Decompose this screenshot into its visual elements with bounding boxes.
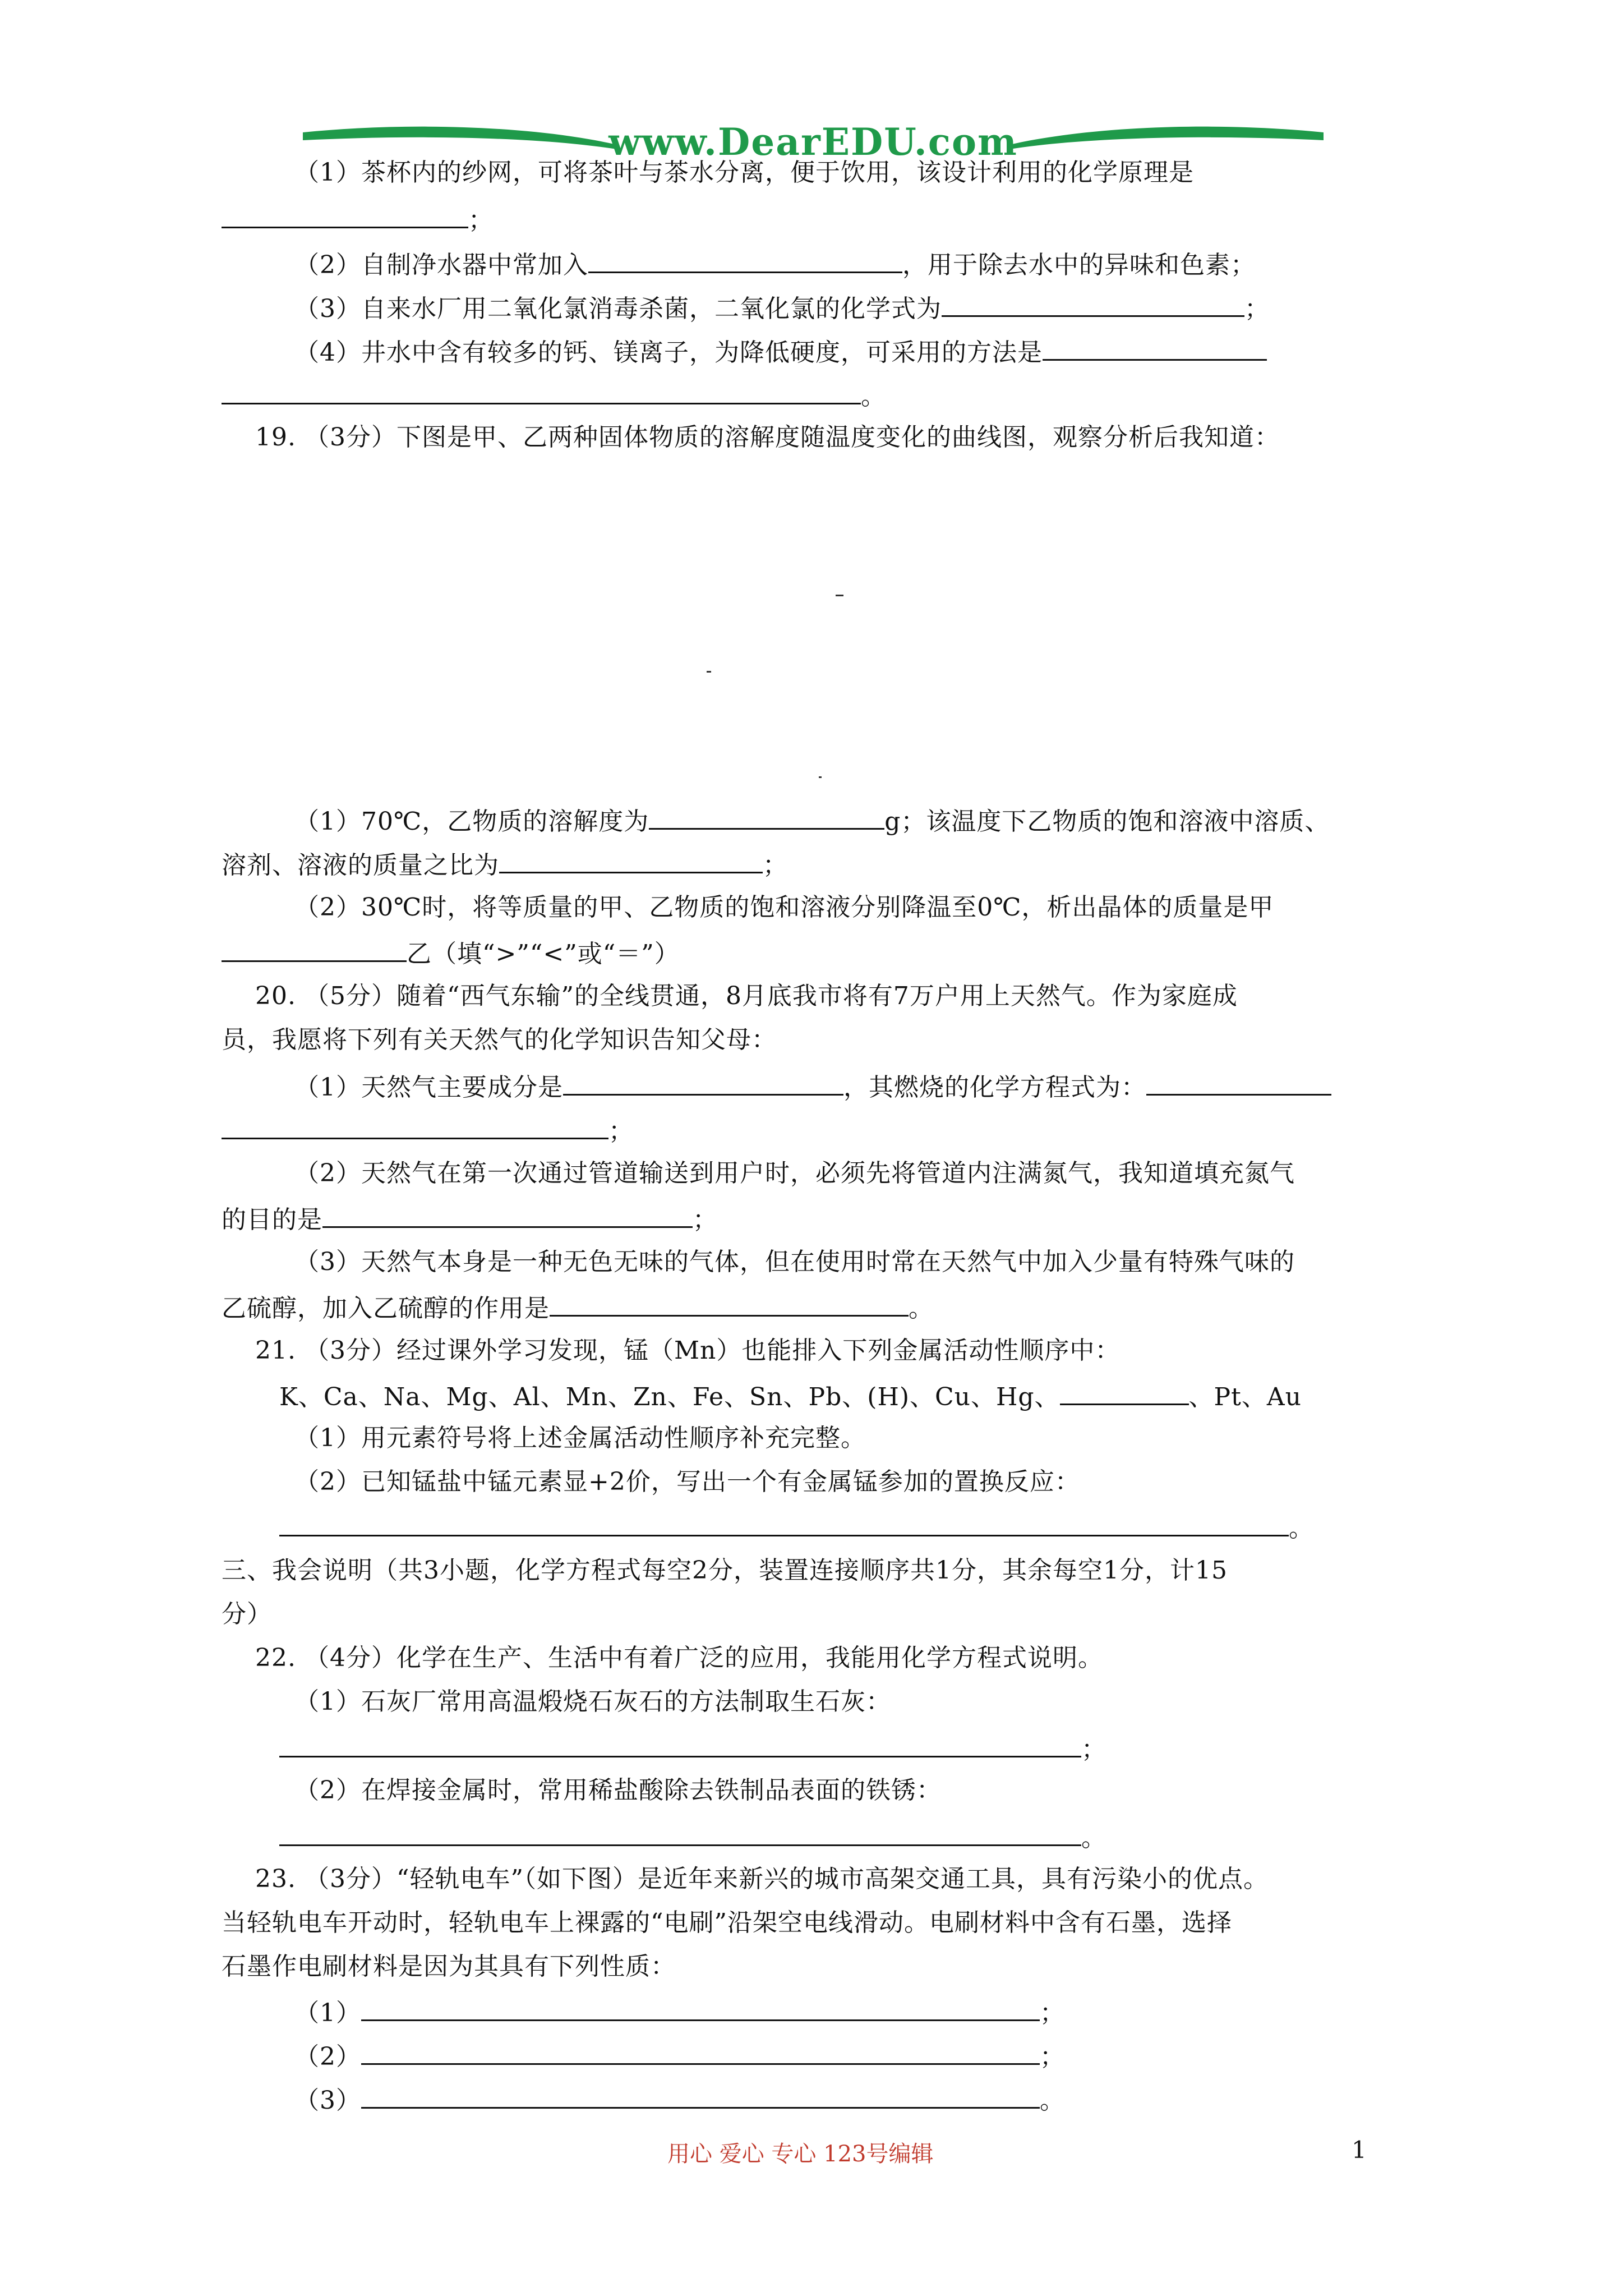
q20-2-answer: 的目的是 ； — [222, 1202, 718, 1236]
q22-title: 22. （4分）化学在生产、生活中有着广泛的应用，我能用化学方程式说明。 — [255, 1644, 1103, 1672]
section-3-heading: 三、我会说明（共3小题，化学方程式每空2分，装置连接顺序共1分，其余每空1分，计15 — [222, 1556, 1228, 1585]
page-number: 1 — [1352, 2136, 1367, 2164]
q18-2: （2）自制净水器中常加入 ，用于除去水中的异味和色素； — [294, 247, 1256, 281]
q22-2-answer: 。 — [279, 1820, 1106, 1854]
q19-2-answer: 乙（填“>”“<”或“＝”） — [222, 936, 680, 970]
site-url: www.DearEDU.com — [608, 120, 1018, 164]
q19-1: （1）70℃，乙物质的溶解度为 g；该温度下乙物质的饱和溶液中溶质、 — [294, 803, 1330, 838]
q23-title-1: 23. （3分）“轻轨电车”（如下图）是近年来新兴的城市高架交通工具，具有污染小的优点。 — [255, 1865, 1269, 1893]
q21-2-answer: 。 — [279, 1510, 1314, 1544]
q22-2: （2）在焊接金属时，常用稀盐酸除去铁制品表面的铁锈： — [294, 1776, 942, 1805]
q19-1-ratio: 溶剂、溶液的质量之比为 ； — [222, 847, 788, 881]
q20-3-answer: 乙硫醇，加入乙硫醇的作用是 。 — [222, 1290, 934, 1324]
q20-1-answer: ； — [222, 1113, 634, 1147]
q20-3: （3）天然气本身是一种无色无味的气体，但在使用时常在天然气中加入少量有特殊气味的 — [294, 1248, 1295, 1276]
footer-text: 用心 爱心 专心 123号编辑 — [667, 2141, 934, 2167]
section-3-heading-cont: 分） — [222, 1600, 272, 1628]
q20-title-1: 20. （5分）随着“西气东输”的全线贯通，8月底我市将有7万户用上天然气。作为家庭成 — [255, 982, 1238, 1010]
q21-2: （2）已知锰盐中锰元素显+2价，写出一个有金属锰参加的置换反应： — [294, 1467, 1080, 1496]
q22-1: （1）石灰厂常用高温煅烧石灰石的方法制取生石灰： — [294, 1687, 891, 1716]
q21-1: （1）用元素符号将上述金属活动性顺序补充完整。 — [294, 1424, 866, 1452]
q20-2: （2）天然气在第一次通过管道输送到用户时，必须先将管道内注满氮气，我知道填充氮气 — [294, 1159, 1295, 1188]
q23-2: （2） ； — [294, 2039, 1065, 2073]
q19-title: 19. （3分）下图是甲、乙两种固体物质的溶解度随温度变化的曲线图，观察分析后我知道： — [255, 423, 1280, 452]
q18-4-answer: 。 — [222, 378, 886, 412]
q20-title-2: 员，我愿将下列有关天然气的化学知识告知父母： — [222, 1025, 777, 1054]
q18-1-answer: ； — [222, 202, 494, 236]
q18-1-text: （1）茶杯内的纱网，可将茶叶与茶水分离，便于饮用，该设计利用的化学原理是 — [294, 158, 1194, 187]
q21-metal-series: K、Ca、Na、Mg、Al、Mn、Zn、Fe、Sn、Pb、(H)、Cu、Hg、 、Pt、Au — [279, 1379, 1302, 1413]
q18-3: （3）自来水厂用二氧化氯消毒杀菌，二氧化氯的化学式为 ； — [294, 291, 1270, 325]
q18-4: （4）井水中含有较多的钙、镁离子，为降低硬度，可采用的方法是 — [294, 334, 1267, 369]
q23-3: （3） 。 — [294, 2082, 1065, 2116]
q22-1-answer: ； — [279, 1731, 1106, 1765]
q21-title: 21. （3分）经过课外学习发现，锰（Mn）也能排入下列金属活动性顺序中： — [255, 1336, 1121, 1365]
q23-title-3: 石墨作电刷材料是因为其具有下列性质： — [222, 1952, 676, 1981]
q23-title-2: 当轻轨电车开动时，轻轨电车上裸露的“电刷”沿架空电线滑动。电刷材料中含有石墨，选择 — [222, 1908, 1232, 1937]
q23-1: （1） ； — [294, 1995, 1065, 2029]
q20-1: （1）天然气主要成分是 ，其燃烧的化学方程式为： — [294, 1069, 1331, 1103]
q19-2: （2）30℃时，将等质量的甲、乙物质的饱和溶液分别降温至0℃，析出晶体的质量是甲 — [294, 893, 1274, 922]
solubility-figure-placeholder — [213, 494, 1391, 785]
